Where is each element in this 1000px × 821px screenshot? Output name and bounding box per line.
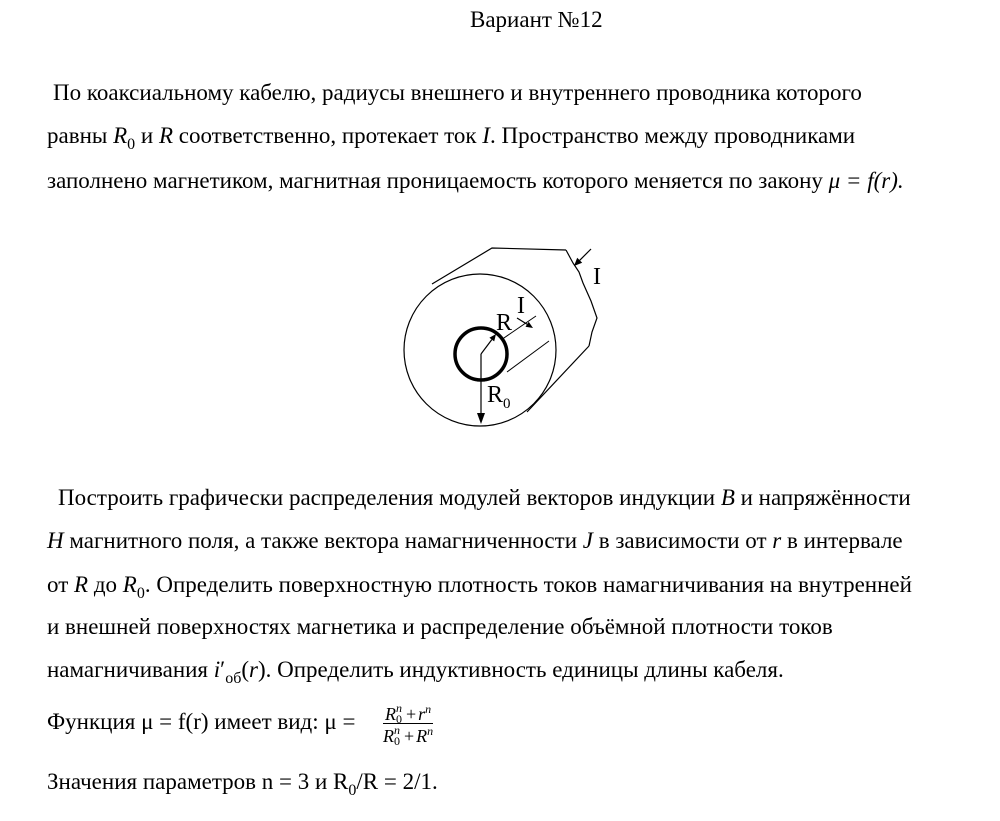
outer-radius-subscript: 0 bbox=[127, 136, 136, 153]
outer-radius-label bbox=[487, 382, 511, 412]
numerator-R-subscript: 0 bbox=[395, 712, 402, 726]
inner-current-label bbox=[517, 293, 525, 319]
permeability-law: μ = f(r). bbox=[828, 168, 904, 193]
task-line-3 bbox=[47, 570, 912, 603]
condition-text: и bbox=[135, 123, 159, 148]
task-line-4: и внешней поверхностях магнетика и распределение объёмной плотности токов bbox=[47, 614, 833, 639]
task-text: магнитного поля, а также вектора намагниченности bbox=[63, 528, 583, 553]
condition-line-2 bbox=[47, 121, 855, 154]
numerator-plus: + bbox=[405, 704, 417, 724]
parameters-subscript: 0 bbox=[348, 782, 357, 799]
outer-radius-symbol: R bbox=[122, 572, 137, 597]
outer-current-label bbox=[593, 264, 601, 290]
current-density-symbol: i bbox=[213, 657, 221, 682]
task-text: . Определить индуктивность единицы длины кабеля. bbox=[265, 657, 784, 682]
cable-bottom-edge bbox=[527, 346, 589, 412]
condition-text: соответственно, протекает ток bbox=[173, 123, 483, 148]
function-lead: Функция μ = f(r) имеет вид: μ = bbox=[47, 709, 356, 734]
denominator-R0-subscript: 0 bbox=[394, 734, 400, 748]
task-line-2 bbox=[47, 526, 903, 556]
fraction-denominator bbox=[381, 723, 435, 748]
numerator-R: R bbox=[384, 704, 396, 724]
denominator-plus: + bbox=[404, 726, 415, 746]
current-symbol: I bbox=[482, 123, 490, 148]
magnetization-symbol: J bbox=[582, 528, 593, 553]
numerator-r: r bbox=[418, 704, 426, 724]
outer-radius-label-text: R bbox=[487, 382, 504, 408]
denominator-R0-indices bbox=[394, 723, 402, 748]
open-paren: ( bbox=[241, 657, 249, 682]
field-strength-symbol: H bbox=[47, 528, 64, 553]
inner-radius-label bbox=[496, 310, 512, 336]
task-line-5 bbox=[47, 655, 784, 688]
task-text: и напряжённости bbox=[734, 485, 911, 510]
task-text: намагничивания bbox=[47, 657, 214, 682]
outer-conductor-circle bbox=[404, 274, 556, 426]
parameters-line bbox=[47, 767, 438, 800]
page-title: Вариант №12 bbox=[470, 7, 603, 32]
denominator-R: R bbox=[416, 726, 428, 746]
condition-text: равны bbox=[47, 123, 114, 148]
task-text: в зависимости от bbox=[592, 528, 773, 553]
denominator-R0: R bbox=[383, 726, 394, 746]
task-text: от bbox=[47, 572, 74, 597]
condition-text: . Пространство между проводниками bbox=[489, 123, 856, 148]
current-density-subscript: об bbox=[225, 670, 242, 687]
parameters-text: /R = 2/1. bbox=[356, 769, 438, 794]
inner-radius-label-text: R bbox=[496, 310, 513, 336]
task-text: Построить графически распределения модулей векторов индукции bbox=[58, 485, 721, 510]
outer-radius-arrowhead bbox=[477, 413, 485, 424]
denominator-R0-superscript: n bbox=[394, 723, 400, 737]
inner-radius-arrow bbox=[481, 340, 492, 354]
inner-radius-arrowhead bbox=[489, 334, 496, 341]
permeability-fraction bbox=[381, 701, 435, 748]
numerator-r-superscript: n bbox=[425, 702, 432, 716]
task-text: в интервале bbox=[781, 528, 903, 553]
radius-variable: r bbox=[772, 528, 782, 553]
outer-radius-label-subscript: 0 bbox=[503, 396, 511, 412]
condition-line-3 bbox=[47, 166, 904, 196]
numerator-R-superscript: n bbox=[395, 701, 402, 715]
coaxial-cable-diagram bbox=[390, 235, 620, 435]
task-line-1 bbox=[58, 483, 911, 513]
fraction-numerator bbox=[383, 702, 433, 724]
radius-variable: r bbox=[249, 657, 258, 682]
outer-radius-subscript: 0 bbox=[136, 585, 145, 602]
induction-symbol: B bbox=[720, 485, 735, 510]
condition-line-1: По коаксиальному кабелю, радиусы внешнего и внутреннего проводника которого bbox=[53, 80, 862, 105]
task-text: . Определить поверхностную плотность токов намагничивания на внутренней bbox=[144, 572, 912, 597]
denominator-R-superscript: n bbox=[427, 724, 434, 738]
inner-cylinder-lower-edge bbox=[507, 341, 549, 372]
inner-radius-symbol: R bbox=[158, 123, 174, 148]
numerator-R-indices bbox=[395, 701, 404, 726]
inner-radius-symbol: R bbox=[74, 572, 89, 597]
prime-mark: ′ bbox=[220, 657, 226, 682]
cable-top-edge bbox=[432, 248, 566, 284]
task-text: до bbox=[88, 572, 123, 597]
inner-current-label-text: I bbox=[517, 293, 525, 319]
outer-current-arrow bbox=[580, 249, 591, 260]
outer-current-label-text: I bbox=[593, 264, 601, 290]
condition-text: заполнено магнетиком, магнитная проницаемость которого меняется по закону bbox=[47, 168, 829, 193]
close-paren: ) bbox=[257, 657, 266, 682]
parameters-text: Значения параметров n = 3 и R bbox=[47, 769, 349, 794]
outer-radius-symbol: R bbox=[113, 123, 128, 148]
